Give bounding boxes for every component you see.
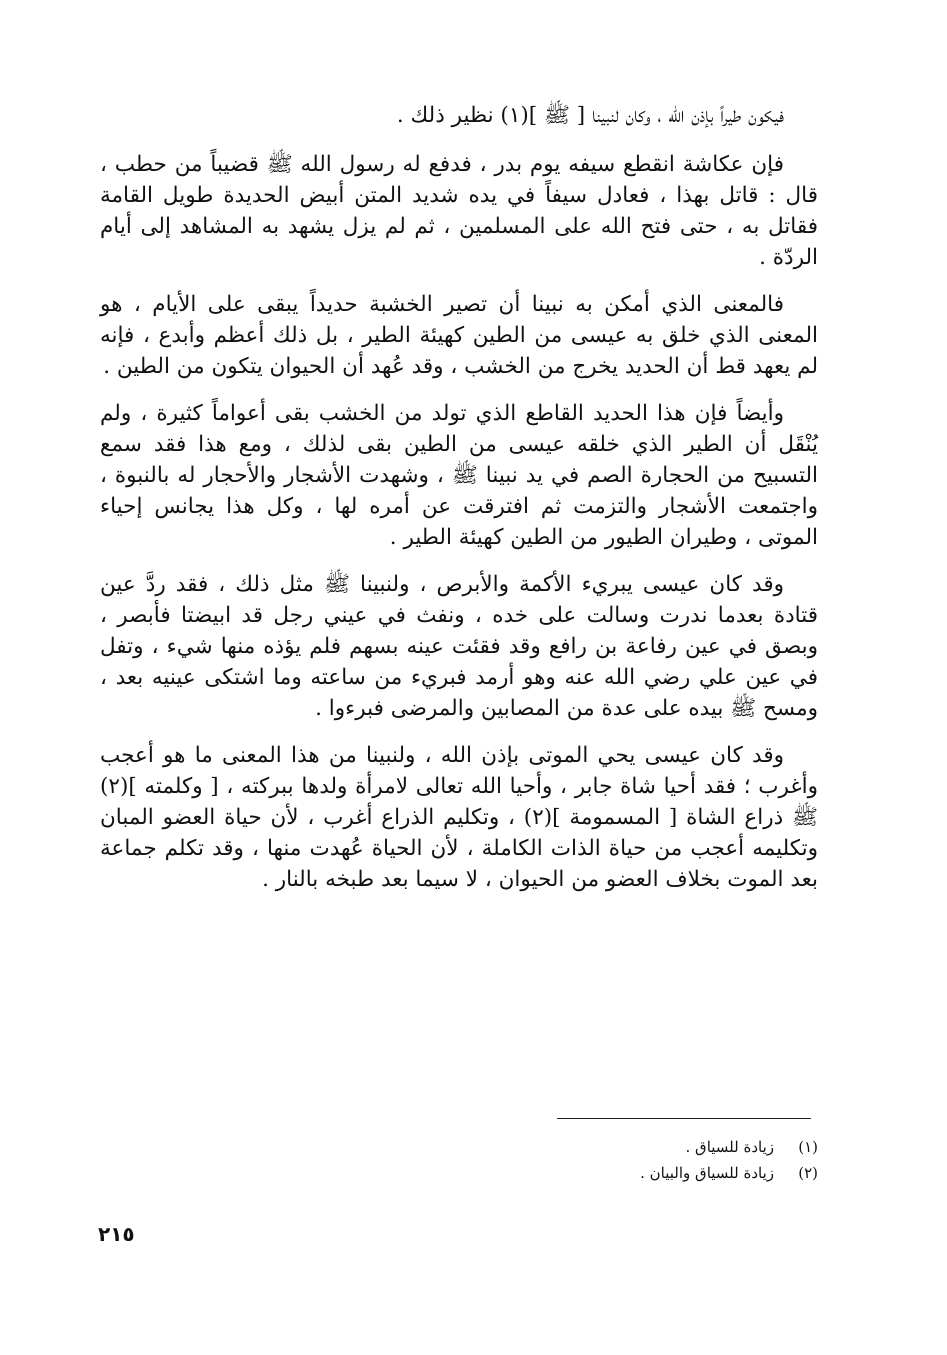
paragraph-1: فيكون طيراً بإذن الله ، وكان لنبينا [ ﷺ ](١) نظير ذلك .: [396, 103, 784, 128]
footnote-text: زيادة للسياق .: [685, 1138, 774, 1156]
footnote-text: زيادة للسياق والبيان .: [640, 1164, 774, 1182]
page-number: ٢١٥: [98, 1222, 135, 1246]
page-body: [100, 100, 818, 911]
footnotes: [400, 1134, 818, 1186]
footnote-number: (١): [798, 1138, 818, 1156]
footnote-2: [400, 1160, 818, 1186]
paragraph-4: وأيضاً فإن هذا الحديد القاطع الذي تولد من الخشب بقى أعواماً كثيرة ، ولم يُنْقَل أن الطير الذي خلقه عيسى من الطين بقى لذلك ، ومع هذا فقد سمع التسبيح من الحجارة الصم في يد نبينا ﷺ ، وشهدت الأشجار والأحجار له بالنبوة ، واجتمعت الأشجار والتزمت ثم افترقت عن أمره لها ، وكل هذا يجانس إحياء الموتى ، وطيران الطيور من الطين كهيئة الطير .: [100, 401, 818, 550]
footnote-divider: [557, 1118, 811, 1119]
paragraph-3: فالمعنى الذي أمكن به نبينا أن تصير الخشبة حديداً يبقى على الأيام ، هو المعنى الذي خلق به عيسى من الطين كهيئة الطير ، بل ذلك أعظم وأبدع ، فإنه لم يعهد قط أن الحديد يخرج من الخشب ، وقد عُهد أن الحيوان يتكون من الطين .: [100, 292, 818, 379]
footnote-number: (٢): [798, 1164, 818, 1182]
paragraph-5: وقد كان عيسى يبريء الأكمة والأبرص ، ولنبينا ﷺ مثل ذلك ، فقد ردَّ عين قتادة بعدما ندرت وسالت على خده ، ونفث في عيني رجل قد ابيضتا فأبصر ، وبصق في عين رفاعة بن رافع وقد فقئت عينه بسهم فلم يؤذه منها شيء ، وتفل في عين علي رضي الله عنه وهو أرمد فبريء من ساعته وما اشتكى عينيه بعد ، ومسح ﷺ بيده على عدة من المصابين والمرضى فبرءوا .: [100, 572, 818, 721]
footnote-1: [400, 1134, 818, 1160]
paragraph-6: وقد كان عيسى يحي الموتى بإذن الله ، ولنبينا من هذا المعنى ما هو أعجب وأغرب ؛ فقد أحيا شاة جابر ، وأحيا الله تعالى لامرأة ولدها ببركته ، [ وكلمته ](٢) ﷺ ذراع الشاة [ المسمومة ](٢) ، وتكليم الذراع أغرب ، لأن حياة العضو المبان وتكليمه أعجب من حياة الذات الكاملة ، لأن الحياة عُهدت منها ، وقد تكلم جماعة بعد الموت بخلاف العضو من الحيوان ، لا سيما بعد طبخه بالنار .: [100, 743, 818, 892]
paragraph-2: فإن عكاشة انقطع سيفه يوم بدر ، فدفع له رسول الله ﷺ قضيباً من حطب ، قال : قاتل بهذا ، فعادل سيفاً في يده شديد المتن أبيض الحديدة طويل القامة فقاتل به ، حتى فتح الله على المسلمين ، ثم لم يزل يشهد به المشاهد إلى أيام الردّة .: [100, 152, 818, 270]
